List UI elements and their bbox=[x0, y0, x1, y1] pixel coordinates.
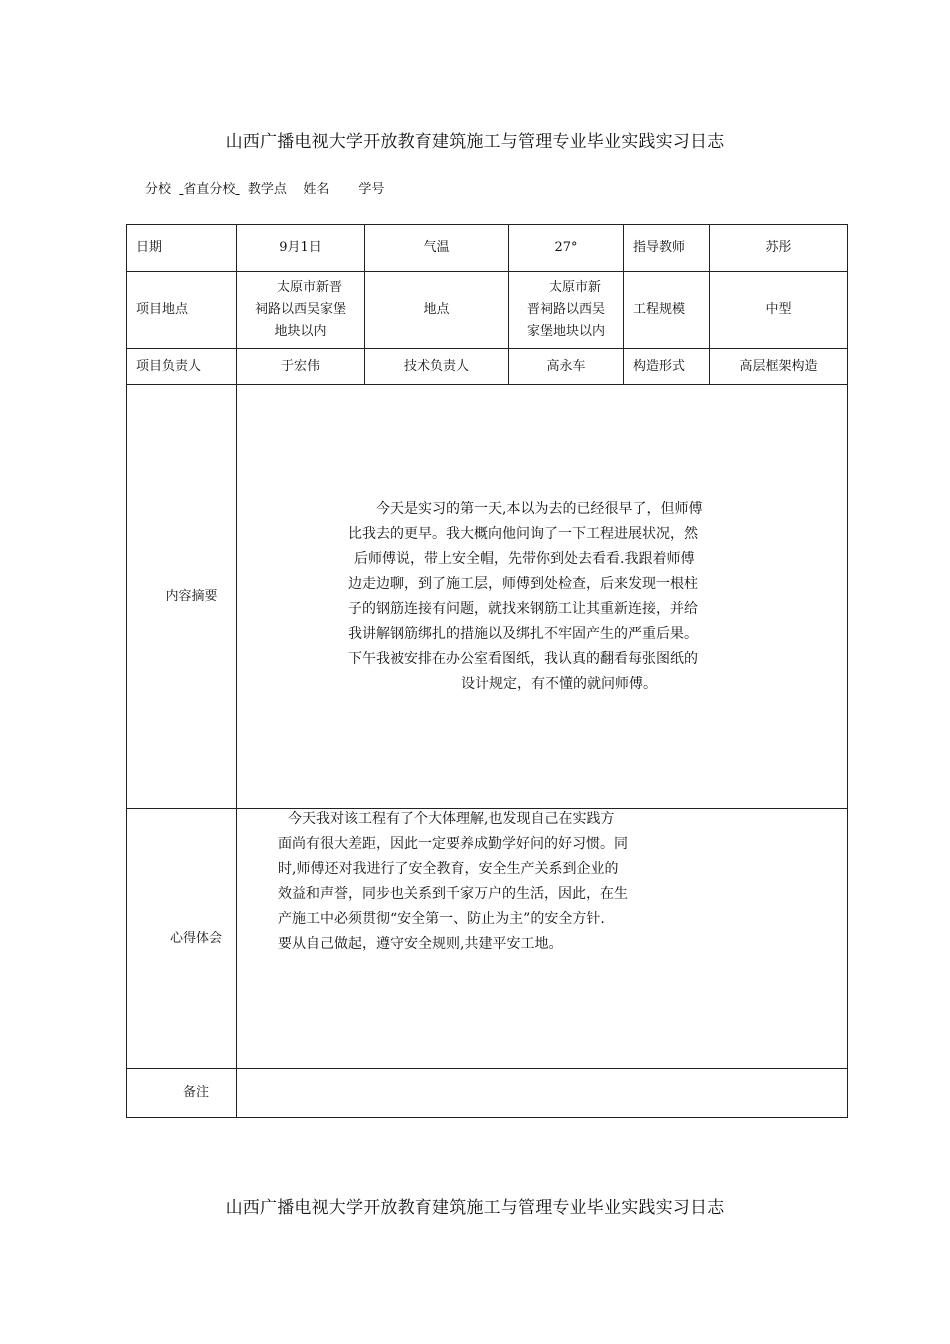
temperature-label: 气温 bbox=[423, 240, 450, 255]
instructor-label: 指导教师 bbox=[633, 240, 686, 255]
name-label: 姓名 bbox=[303, 182, 330, 197]
project-manager-label: 项目负责人 bbox=[136, 358, 202, 374]
technical-lead-value: 高永车 bbox=[546, 358, 586, 374]
temperature-value: 27° bbox=[554, 240, 578, 255]
branch-label: 分校 bbox=[145, 182, 172, 197]
structure-type-value: 高层框架构造 bbox=[739, 358, 818, 374]
page-title: 山西广播电视大学开放教育建筑施工与管理专业毕业实践实习日志 bbox=[225, 132, 725, 152]
location-value: 太原市新 晋祠路以西吴 家堡地块以内 bbox=[526, 280, 605, 339]
date-label: 日期 bbox=[136, 240, 163, 255]
project-site-label: 项目地点 bbox=[136, 302, 189, 317]
remarks-value bbox=[237, 1069, 847, 1117]
teaching-point-label: 教学点 bbox=[247, 182, 287, 197]
technical-lead-label: 技术负责人 bbox=[403, 358, 469, 374]
log-table bbox=[126, 224, 848, 1118]
experience-label: 心得体会 bbox=[169, 930, 222, 946]
project-scale-label: 工程规模 bbox=[633, 302, 686, 317]
date-value: 9月1日 bbox=[279, 240, 322, 255]
instructor-value: 苏彤 bbox=[765, 240, 792, 255]
structure-type-label: 构造形式 bbox=[633, 358, 686, 374]
student-id-label: 学号 bbox=[358, 182, 385, 197]
branch-value: 省直分校 bbox=[183, 182, 236, 197]
header-meta bbox=[145, 178, 384, 197]
remarks-label: 备注 bbox=[182, 1085, 209, 1100]
next-page-title: 山西广播电视大学开放教育建筑施工与管理专业毕业实践实习日志 bbox=[225, 1198, 725, 1218]
summary-label: 内容摘要 bbox=[165, 588, 218, 604]
project-manager-value: 于宏伟 bbox=[280, 358, 320, 374]
location-label: 地点 bbox=[423, 302, 450, 317]
summary-content: 今天是实习的第一天,本以为去的已经很早了，但师傅 比我去的更早。我大概向他问询了一下工程进展状况，然 后师傅说，带上安全帽，先带你到处去看看.我跟着师傅 边走边聊，到了施工层，师傅到处检查，后来发现一根柱 子的钢筋连接有问题，就找来钢筋工让其重新连接，并给 我讲解钢筋绑扎的措施以及绑扎不牢固产生的严重后果。 下午我被安排在办公室看图纸，我认真的翻看每张图纸的 设计规定，有不懂的就问师傅。 bbox=[348, 501, 703, 692]
experience-content: 今天我对该工程有了个大体理解,也发现自己在实践方 面尚有很大差距，因此一定要养成勤学好问的好习惯。同 时,师傅还对我进行了安全教育，安全生产关系到企业的 效益和声誉，同步也关系到千家万户的生活，因此，在生 产施工中必须贯彻“安全第一、防止为主”的安全方针. 要从自己做起，遵守安全规则,共建平安工地。 bbox=[278, 811, 628, 952]
project-site-value: 太原市新晋 祠路以西吴家堡 地块以内 bbox=[254, 280, 346, 339]
project-scale-value: 中型 bbox=[765, 302, 792, 317]
